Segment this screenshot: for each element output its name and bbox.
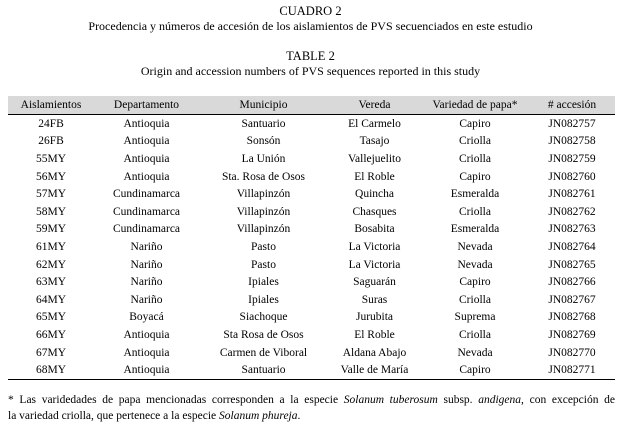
table-row xyxy=(8,203,615,221)
table-row xyxy=(8,133,615,151)
cell-variedad: Criolla xyxy=(459,293,491,306)
cell-municipio: Siachoque xyxy=(239,311,288,324)
cell-municipio: Villapinzón xyxy=(236,223,291,236)
cell-departamento: Nariño xyxy=(130,258,163,271)
column-header-departamento: Departamento xyxy=(94,96,199,115)
cell-departamento: Nariño xyxy=(130,276,163,289)
table-row xyxy=(8,344,615,362)
table-row xyxy=(8,256,615,274)
footnote-line-1 xyxy=(8,393,615,409)
cell-accesion: JN082765 xyxy=(548,258,596,271)
cell-variedad: Nevada xyxy=(457,240,493,253)
cell-variedad: Nevada xyxy=(457,258,493,271)
cell-accesion: JN082763 xyxy=(548,223,596,236)
cell-variedad: Criolla xyxy=(459,152,491,165)
cuadro-title: CUADRO 2 xyxy=(279,4,342,18)
cell-municipio: Ipiales xyxy=(248,276,279,289)
table-title: TABLE 2 xyxy=(286,49,335,63)
cell-municipio: Sta Rosa de Osos xyxy=(223,328,304,341)
cell-municipio: Sonsón xyxy=(246,135,281,148)
cell-accesion: JN082761 xyxy=(548,188,596,201)
cell-vereda: Saguarán xyxy=(353,276,396,289)
species-name: Solanum tuberosum xyxy=(343,394,438,406)
footnote xyxy=(8,393,615,424)
table-caption: Origin and accession numbers of PVS sequences reported in this study xyxy=(140,64,481,78)
table-header-row xyxy=(8,96,615,115)
cell-aislamiento: 58MY xyxy=(35,205,67,218)
cell-departamento: Antioquia xyxy=(123,170,170,183)
cell-departamento: Cundinamarca xyxy=(112,205,181,218)
cell-departamento: Boyacá xyxy=(129,311,164,324)
cell-accesion: JN082766 xyxy=(548,276,596,289)
cell-aislamiento: 63MY xyxy=(35,276,67,289)
species-name: Solanum phureja xyxy=(219,409,298,422)
cell-accesion: JN082770 xyxy=(548,346,596,359)
cell-aislamiento: 55MY xyxy=(35,152,67,165)
subspecies-name: andigena xyxy=(478,394,522,406)
cell-departamento: Antioquia xyxy=(123,117,170,130)
table-row xyxy=(8,291,615,309)
cell-municipio: Pasto xyxy=(251,258,276,271)
cell-municipio: Santuario xyxy=(199,361,328,379)
cell-aislamiento: 62MY xyxy=(35,258,67,271)
cell-vereda: El Carmelo xyxy=(348,117,401,130)
cell-aislamiento: 67MY xyxy=(35,346,67,359)
table-row xyxy=(8,326,615,344)
table-row xyxy=(8,115,615,133)
cell-aislamiento: 65MY xyxy=(35,311,67,324)
cell-variedad: Esmeralda xyxy=(450,223,500,236)
cell-departamento: Antioquia xyxy=(123,346,170,359)
cell-accesion: JN082768 xyxy=(548,311,596,324)
cell-variedad: Capiro xyxy=(459,276,491,289)
cell-accesion: JN082771 xyxy=(529,361,615,379)
cell-vereda: La Victoria xyxy=(348,258,401,271)
cell-aislamiento: 24FB xyxy=(38,117,64,130)
column-header-municipio: Municipio xyxy=(199,96,328,115)
cell-departamento: Nariño xyxy=(130,240,163,253)
cell-variedad: Suprema xyxy=(454,311,496,324)
cell-accesion: JN082760 xyxy=(548,170,596,183)
cell-aislamiento: 26FB xyxy=(38,135,64,148)
cell-municipio: Santuario xyxy=(241,117,286,130)
cell-aislamiento: 56MY xyxy=(35,170,67,183)
cell-vereda: El Roble xyxy=(354,328,395,341)
cell-variedad: Criolla xyxy=(459,328,491,341)
table-row xyxy=(8,185,615,203)
footnote-line-2 xyxy=(8,409,615,425)
cell-accesion: JN082758 xyxy=(548,135,596,148)
cell-departamento: Antioquia xyxy=(123,152,170,165)
cell-vereda: Aldana Abajo xyxy=(342,346,407,359)
cell-municipio: Ipiales xyxy=(248,293,279,306)
cell-vereda: Suras xyxy=(361,293,388,306)
cell-departamento: Antioquia xyxy=(94,361,199,379)
table-row xyxy=(8,168,615,186)
cell-variedad: Criolla xyxy=(459,135,491,148)
cell-variedad: Criolla xyxy=(459,205,491,218)
cell-aislamiento: 59MY xyxy=(35,223,67,236)
cell-variedad: Capiro xyxy=(459,170,491,183)
cell-departamento: Nariño xyxy=(130,293,163,306)
cell-accesion: JN082767 xyxy=(548,293,596,306)
cell-accesion: JN082759 xyxy=(548,152,596,165)
footnote-text: . xyxy=(297,409,301,422)
cell-aislamiento: 66MY xyxy=(35,328,67,341)
cell-departamento: Cundinamarca xyxy=(112,223,181,236)
cell-vereda: Quincha xyxy=(355,188,394,201)
cell-vereda: La Victoria xyxy=(348,240,401,253)
cell-aislamiento: 61MY xyxy=(35,240,67,253)
cell-vereda: Tasajo xyxy=(359,135,390,148)
cell-vereda: Bosabita xyxy=(354,223,395,236)
cell-vereda: Vallejuelito xyxy=(347,152,401,165)
cell-vereda: Valle de María xyxy=(328,361,421,379)
cell-departamento: Cundinamarca xyxy=(112,188,181,201)
cell-variedad: Esmeralda xyxy=(450,188,500,201)
footnote-text: la variedad criolla, que pertenece a la especie xyxy=(8,409,220,422)
cell-variedad: Capiro xyxy=(459,117,491,130)
cell-vereda: Jurubita xyxy=(355,311,394,324)
table-row xyxy=(8,221,615,239)
cell-variedad: Capiro xyxy=(421,361,529,379)
cell-municipio: Pasto xyxy=(251,240,276,253)
cell-municipio: Villapinzón xyxy=(236,205,291,218)
cell-accesion: JN082769 xyxy=(548,328,596,341)
column-header-vereda: Vereda xyxy=(328,96,421,115)
cell-departamento: Antioquia xyxy=(123,135,170,148)
cell-municipio: Carmen de Viboral xyxy=(219,346,308,359)
accession-table xyxy=(8,96,615,380)
table-row xyxy=(8,273,615,291)
cell-municipio: Sta. Rosa de Osos xyxy=(221,170,306,183)
table-body xyxy=(8,115,615,380)
cell-aislamiento: 64MY xyxy=(35,293,67,306)
cell-departamento: Antioquia xyxy=(123,328,170,341)
table-row xyxy=(8,150,615,168)
table-row xyxy=(8,309,615,327)
cell-vereda: Chasques xyxy=(352,205,397,218)
cell-municipio: Villapinzón xyxy=(236,188,291,201)
table-row xyxy=(8,361,615,379)
cell-variedad: Nevada xyxy=(457,346,493,359)
cuadro-caption: Procedencia y números de accesión de los aislamientos de PVS secuenciados en este estudio xyxy=(88,19,533,33)
cell-vereda: El Roble xyxy=(354,170,395,183)
cell-accesion: JN082764 xyxy=(548,240,596,253)
cell-municipio: La Unión xyxy=(241,152,286,165)
footnote-text: * Las varidedades de papa mencionadas corresponden a la especie xyxy=(8,394,344,406)
cell-accesion: JN082757 xyxy=(548,117,596,130)
footnote-text: subsp. xyxy=(437,394,479,406)
cell-accesion: JN082762 xyxy=(548,205,596,218)
footnote-text: , con excepción de xyxy=(521,394,615,406)
column-header-accesion: # accesión xyxy=(529,96,615,115)
column-header-aislamientos: Aislamientos xyxy=(8,96,94,115)
cell-aislamiento: 57MY xyxy=(35,188,67,201)
table-row xyxy=(8,238,615,256)
cell-aislamiento: 68MY xyxy=(8,361,94,379)
column-header-variedad: Variedad de papa* xyxy=(421,96,529,115)
